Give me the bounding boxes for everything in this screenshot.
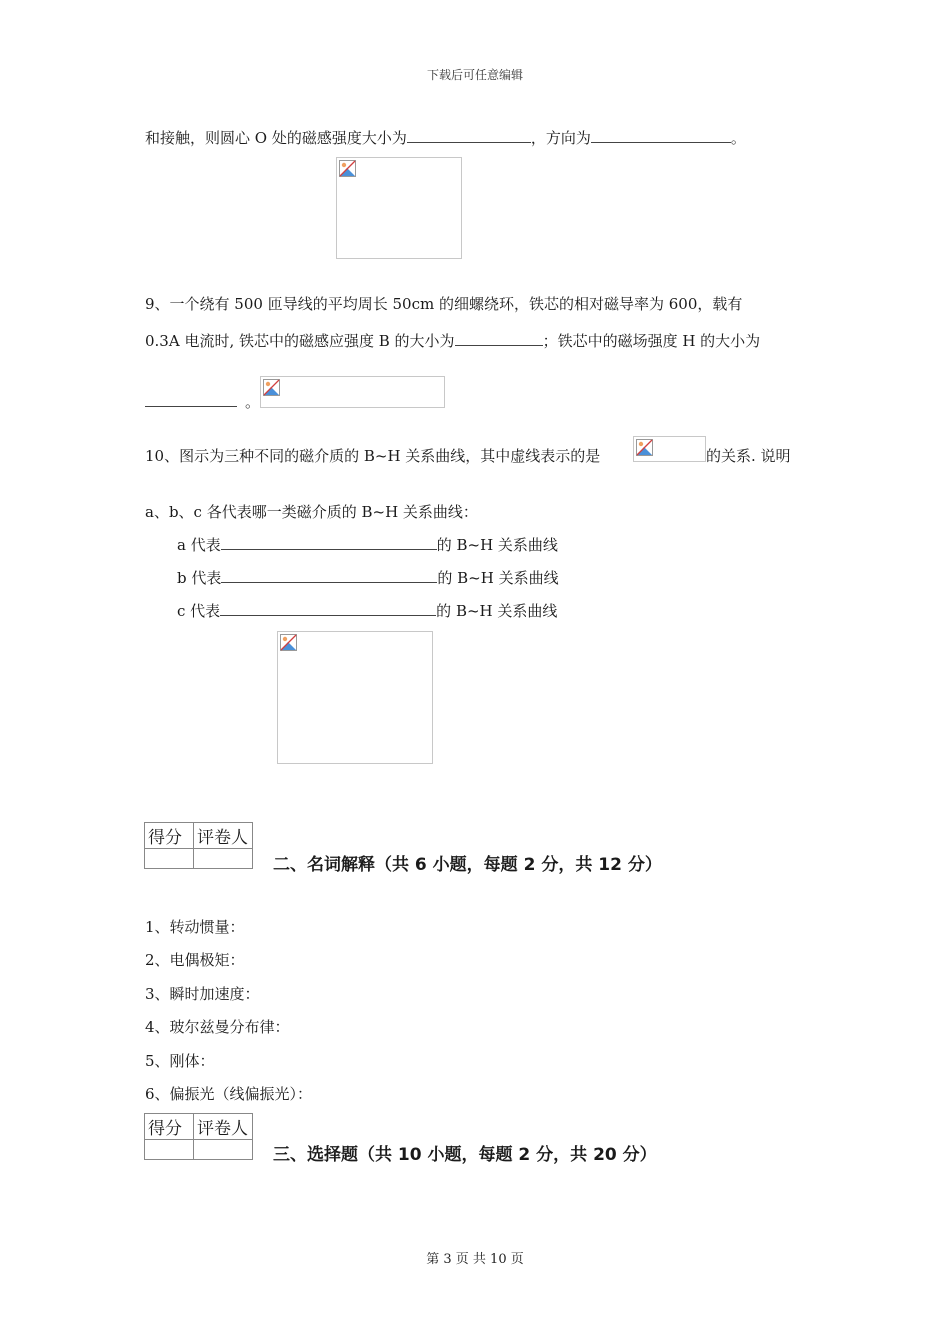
score-label: 得分 (145, 1114, 194, 1140)
q8-blank-magnitude[interactable] (407, 128, 531, 143)
q10-item-b-prefix: b 代表 (177, 569, 222, 587)
q9-blank-b[interactable] (455, 331, 543, 346)
q9-line-1: 9、一个绕有 500 匝导线的平均周长 50cm 的细螺绕环，铁芯的相对磁导率为 600，载有 (145, 295, 743, 313)
broken-image-icon (636, 439, 653, 456)
q9-formula-placeholder (260, 376, 445, 408)
section2-item: 3、瞬时加速度： (145, 985, 260, 1003)
q10-item-c (177, 601, 557, 621)
broken-image-icon (263, 379, 280, 396)
broken-image-icon (339, 160, 356, 177)
score-table-section3 (144, 1113, 253, 1160)
q8-blank-direction[interactable] (591, 128, 731, 143)
q10-item-a-suffix: 的 B~H 关系曲线 (436, 536, 558, 554)
q10-item-b-suffix: 的 B~H 关系曲线 (437, 569, 559, 587)
q10-item-c-prefix: c 代表 (177, 602, 221, 620)
q8-text-3: 。 (730, 129, 746, 147)
q9-text-b: 0.3A 电流时, 铁芯中的磁感应强度 B 的大小为 (145, 332, 455, 350)
q10-line-1b: 的关系. 说明 (706, 447, 791, 465)
grader-label: 评卷人 (194, 1114, 253, 1140)
grader-cell (194, 1140, 253, 1160)
q10-blank-b[interactable] (221, 568, 437, 583)
page-footer: 第 3 页 共 10 页 (426, 1252, 524, 1267)
grader-label: 评卷人 (194, 823, 253, 849)
q9-line-3 (145, 392, 260, 412)
score-table-section2 (144, 822, 253, 869)
page-header: 下载后可任意编辑 (426, 68, 523, 82)
section2-item: 5、刚体： (145, 1052, 215, 1070)
section2-title: 二、名词解释（共 6 小题，每题 2 分，共 12 分） (273, 855, 662, 875)
section2-item: 2、电偶极矩： (145, 951, 245, 969)
q10-item-c-suffix: 的 B~H 关系曲线 (436, 602, 558, 620)
q10-item-a (177, 535, 558, 555)
q10-line-1a: 10、图示为三种不同的磁介质的 B~H 关系曲线，其中虚线表示的是 (145, 447, 601, 465)
grader-cell (194, 849, 253, 869)
q9-blank-h[interactable] (145, 392, 237, 407)
q9-text-end: 。 (245, 393, 261, 411)
q10-blank-c[interactable] (220, 601, 436, 616)
q10-blank-a[interactable] (221, 535, 437, 550)
q8-line (145, 128, 746, 148)
section2-item: 4、玻尔兹曼分布律： (145, 1018, 290, 1036)
q8-text-1: 和接触，则圆心 O 处的磁感强度大小为 (145, 129, 407, 147)
q10-figure-placeholder (277, 631, 433, 764)
section2-item: 1、转动惯量： (145, 918, 245, 936)
q10-line-2: a、b、c 各代表哪一类磁介质的 B~H 关系曲线： (145, 503, 478, 521)
q8-text-2: ，方向为 (530, 129, 591, 147)
broken-image-icon (280, 634, 297, 651)
q9-line-2 (145, 331, 760, 351)
score-label: 得分 (145, 823, 194, 849)
q8-figure-placeholder (336, 157, 462, 259)
section2-item: 6、偏振光（线偏振光）： (145, 1085, 313, 1103)
q10-item-b (177, 568, 559, 588)
score-cell (145, 849, 194, 869)
q9-text-h: ；铁芯中的磁场强度 H 的大小为 (542, 332, 761, 350)
score-cell (145, 1140, 194, 1160)
section3-title: 三、选择题（共 10 小题，每题 2 分，共 20 分） (273, 1145, 657, 1165)
q10-inline-formula-placeholder (633, 436, 706, 462)
q10-item-a-prefix: a 代表 (177, 536, 221, 554)
